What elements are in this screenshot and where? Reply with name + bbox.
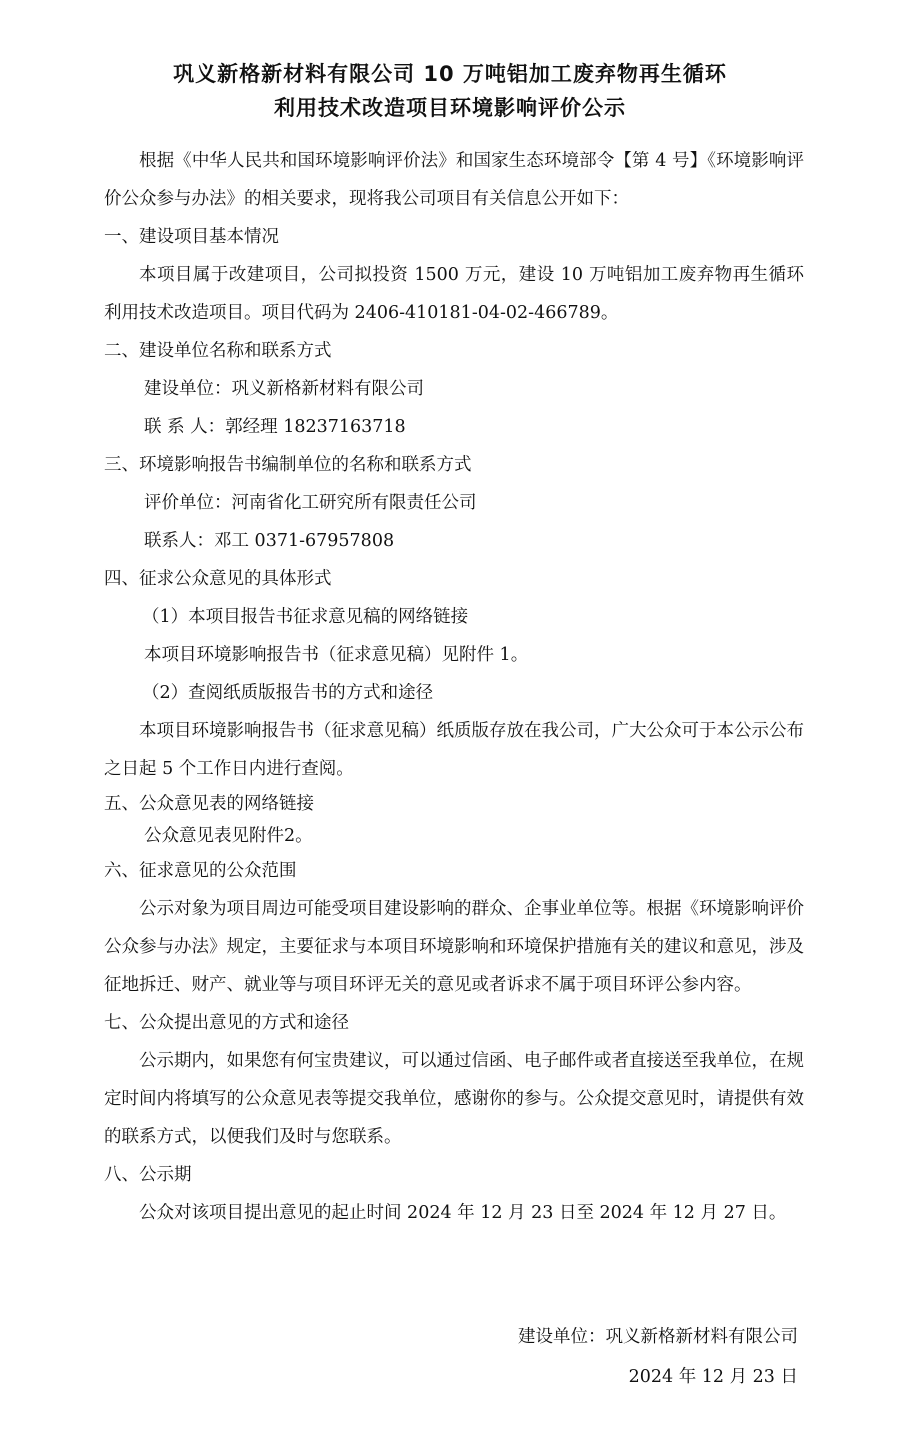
section-8-heading: 八、公示期	[104, 1165, 192, 1185]
section-1-text: 本项目属于改建项目，公司拟投资 1500 万元，建设 10 万吨铝加工废弃物再生循环利用技术改造项目。项目代码为 2406-410181-04-02-466789。	[104, 265, 804, 323]
section-6-text: 公示对象为项目周边可能受项目建设影响的群众、企事业单位等。根据《环境影响评价公众参与办法》规定，主要征求与本项目环境影响和环境保护措施有关的建议和意见，涉及征地拆迁、财产、就业等与项目环评无关的意见或者诉求不属于项目环评公参内容。	[104, 899, 804, 995]
section-4-sub1-text: 本项目环境影响报告书（征求意见稿）见附件 1。	[144, 645, 529, 665]
section-2-contact: 联 系 人：郭经理 18237163718	[144, 417, 406, 437]
document-body	[104, 142, 804, 1232]
intro-paragraph: 根据《中华人民共和国环境影响评价法》和国家生态环境部令【第 4 号】《环境影响评价公众参与办法》的相关要求，现将我公司项目有关信息公开如下：	[104, 151, 804, 209]
section-7-text: 公示期内，如果您有何宝贵建议，可以通过信函、电子邮件或者直接送至我单位，在规定时间内将填写的公众意见表等提交我单位，感谢你的参与。公众提交意见时，请提供有效的联系方式，以便我们及时与您联系。	[104, 1051, 804, 1147]
section-5-text: 公众意见表见附件2。	[144, 826, 313, 846]
section-3-contact: 联系人：邓工 0371-67957808	[144, 531, 395, 551]
section-3-unit: 评价单位：河南省化工研究所有限责任公司	[144, 493, 477, 513]
section-4-sub2-heading: （2）查阅纸质版报告书的方式和途径	[142, 683, 434, 703]
signature-date: 2024 年 12 月 23 日	[628, 1367, 798, 1387]
section-1-heading: 一、建设项目基本情况	[104, 227, 279, 247]
section-2-heading: 二、建设单位名称和联系方式	[104, 341, 332, 361]
section-8-text: 公众对该项目提出意见的起止时间 2024 年 12 月 23 日至 2024 年 12 月 27 日。	[139, 1203, 787, 1223]
section-4-sub1-heading: （1）本项目报告书征求意见稿的网络链接	[142, 607, 469, 627]
section-7-heading: 七、公众提出意见的方式和途径	[104, 1013, 349, 1033]
section-2-unit: 建设单位：巩义新格新材料有限公司	[144, 379, 424, 399]
signature-unit: 建设单位：巩义新格新材料有限公司	[518, 1327, 798, 1347]
section-4-heading: 四、征求公众意见的具体形式	[104, 569, 332, 589]
section-6-heading: 六、征求意见的公众范围	[104, 861, 297, 881]
section-3-heading: 三、环境影响报告书编制单位的名称和联系方式	[104, 455, 472, 475]
document-title-line-2: 利用技术改造项目环境影响评价公示	[274, 96, 626, 120]
section-5-heading: 五、公众意见表的网络链接	[104, 794, 314, 814]
document-title-line-1: 巩义新格新材料有限公司 10 万吨铝加工废弃物再生循环	[173, 62, 727, 86]
section-4-sub2-text: 本项目环境影响报告书（征求意见稿）纸质版存放在我公司，广大公众可于本公示公布之日起 5 个工作日内进行查阅。	[104, 721, 804, 779]
